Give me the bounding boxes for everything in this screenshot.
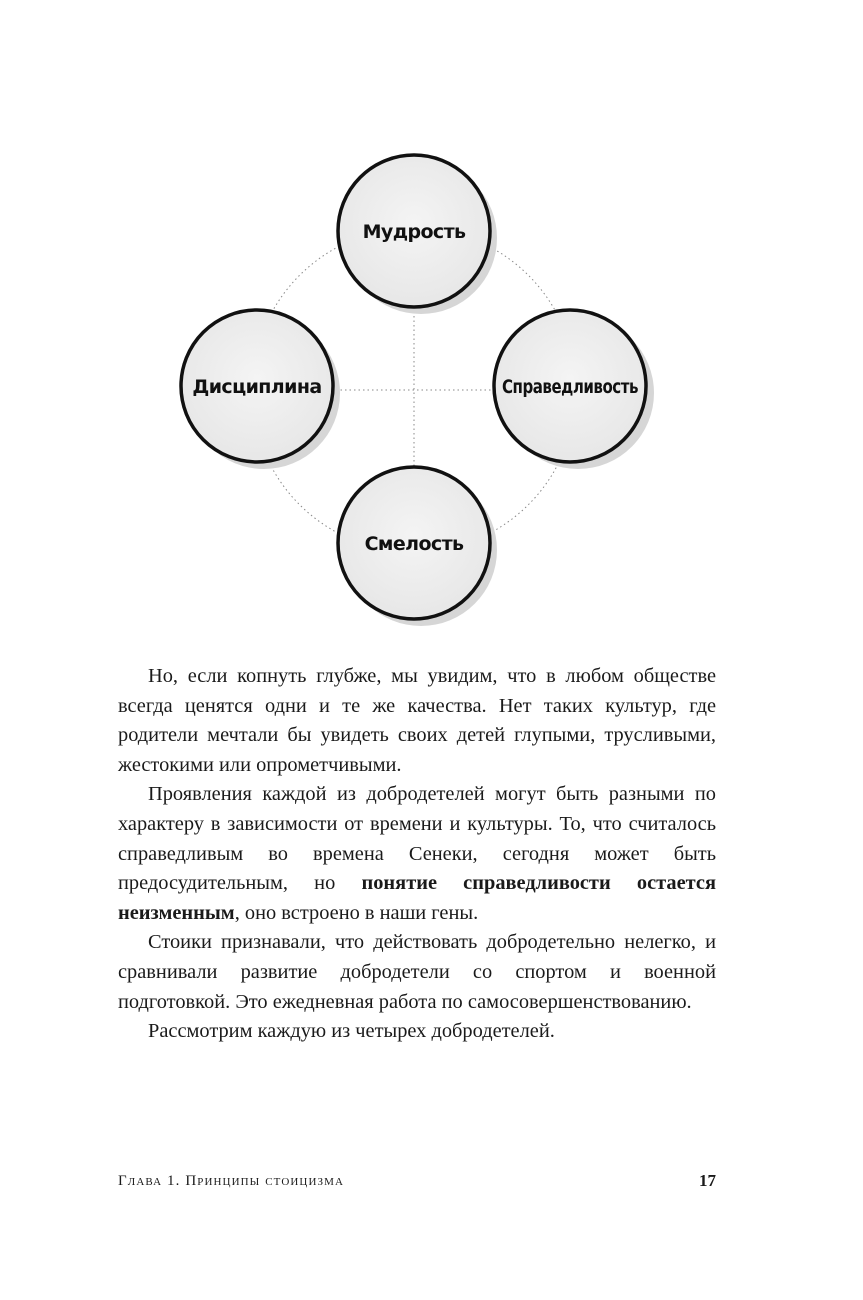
virtue-label-discipline: Дисциплина bbox=[192, 376, 322, 398]
paragraph-3: Стоики признавали, что действовать добродетельно нелегко, и сравнивали развитие добродетели со спортом и военной подготовкой. Это ежедневная работа по самосовершенствованию. bbox=[118, 931, 716, 1013]
paragraph-1: Но, если копнуть глубже, мы увидим, что в любом обществе всегда ценятся одни и те же качества. Нет таких культур, где родители мечтали бы увидеть своих детей глупыми, трусливыми, жестокими или опрометчивыми. bbox=[118, 665, 716, 776]
paragraph-2-emphasis: понятие справедливости остается неизменным bbox=[118, 872, 716, 924]
paragraph-4: Рассмотрим каждую из четырех добродетелей. bbox=[148, 1020, 555, 1043]
virtue-circle-left bbox=[181, 310, 340, 469]
virtue-circle-right bbox=[494, 310, 654, 469]
paragraph-2 bbox=[118, 780, 716, 928]
virtue-label-justice: Справедливость bbox=[502, 376, 639, 398]
virtues-diagram bbox=[0, 0, 863, 640]
virtue-label-wisdom: Мудрость bbox=[362, 221, 466, 243]
body-text bbox=[118, 662, 716, 1047]
paragraph-2-end: , оно встроено в наши гены. bbox=[234, 901, 479, 924]
running-footer-chapter: Глава 1. Принципы стоицизма bbox=[118, 1173, 345, 1189]
virtue-circle-bottom bbox=[338, 467, 497, 626]
page-number: 17 bbox=[699, 1171, 716, 1190]
virtue-circle-top bbox=[338, 155, 497, 314]
paragraph-2-start: Проявления каждой из добродетелей могут быть разными по характеру в зависимости от времени и культуры. То, что считалось справедливым во времена Сенеки, сегодня может быть предосудительным, но bbox=[118, 783, 716, 895]
virtue-label-courage: Смелость bbox=[364, 533, 464, 555]
